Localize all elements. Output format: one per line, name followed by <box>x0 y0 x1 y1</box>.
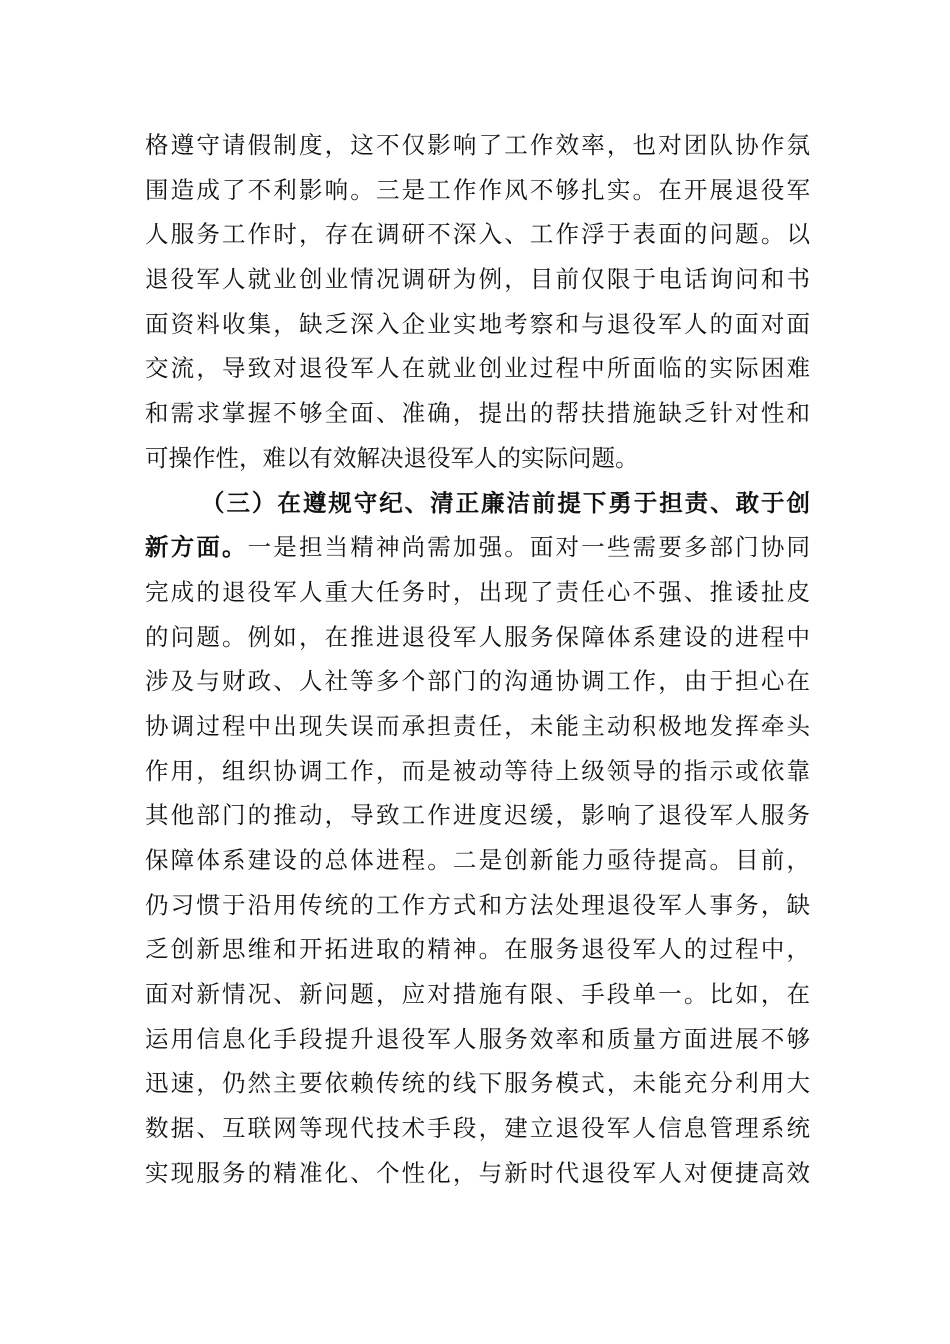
text-line: 围造成了不利影响。三是工作作风不够扎实。在开展退役军 <box>145 175 810 204</box>
text-line: 协调过程中出现失误而承担责任，未能主动积极地发挥牵头 <box>145 711 810 740</box>
text-line: 其他部门的推动，导致工作进度迟缓，影响了退役军人服务 <box>145 801 810 830</box>
text-line: 作用，组织协调工作，而是被动等待上级领导的指示或依靠 <box>145 756 810 785</box>
text-line: 和需求掌握不够全面、准确，提出的帮扶措施缺乏针对性和 <box>145 399 810 428</box>
text-line: 的问题。例如，在推进退役军人服务保障体系建设的进程中 <box>145 622 810 651</box>
text-line: 面对新情况、新问题，应对措施有限、手段单一。比如，在 <box>145 980 810 1009</box>
text-span: 一是担当精神尚需加强。面对一些需要多部门协同 <box>247 533 810 562</box>
section-heading-continuation <box>145 525 810 570</box>
text-line: 迅速，仍然主要依赖传统的线下服务模式，未能充分利用大 <box>145 1069 810 1098</box>
text-line: 运用信息化手段提升退役军人服务效率和质量方面进展不够 <box>145 1024 810 1053</box>
text-line: 人服务工作时，存在调研不深入、工作浮于表面的问题。以 <box>145 220 810 249</box>
section-heading-tail: 新方面。 <box>145 533 248 562</box>
text-line: 保障体系建设的总体进程。二是创新能力亟待提高。目前， <box>145 846 810 874</box>
text-line: 乏创新思维和开拓进取的精神。在服务退役军人的过程中， <box>145 935 810 964</box>
text-line: 仍习惯于沿用传统的工作方式和方法处理退役军人事务，缺 <box>145 890 810 919</box>
text-line: 交流，导致对退役军人在就业创业过程中所面临的实际困难 <box>145 354 810 383</box>
text-line: 可操作性，难以有效解决退役军人的实际问题。 <box>145 443 639 472</box>
section-heading-line: （三）在遵规守纪、清正廉洁前提下勇于担责、敢于创 <box>201 488 810 517</box>
text-line: 面资料收集，缺乏深入企业实地考察和与退役军人的面对面 <box>145 309 810 338</box>
text-line: 格遵守请假制度，这不仅影响了工作效率，也对团队协作氛 <box>145 131 810 159</box>
body-text <box>145 123 810 1196</box>
text-line: 退役军人就业创业情况调研为例，目前仅限于电话询问和书 <box>145 265 810 294</box>
text-line: 实现服务的精准化、个性化，与新时代退役军人对便捷高效 <box>145 1158 810 1187</box>
text-line: 完成的退役军人重大任务时，出现了责任心不强、推诿扯皮 <box>145 577 810 606</box>
text-line: 涉及与财政、人社等多个部门的沟通协调工作，由于担心在 <box>145 667 810 696</box>
text-line: 数据、互联网等现代技术手段，建立退役军人信息管理系统 <box>145 1114 810 1143</box>
